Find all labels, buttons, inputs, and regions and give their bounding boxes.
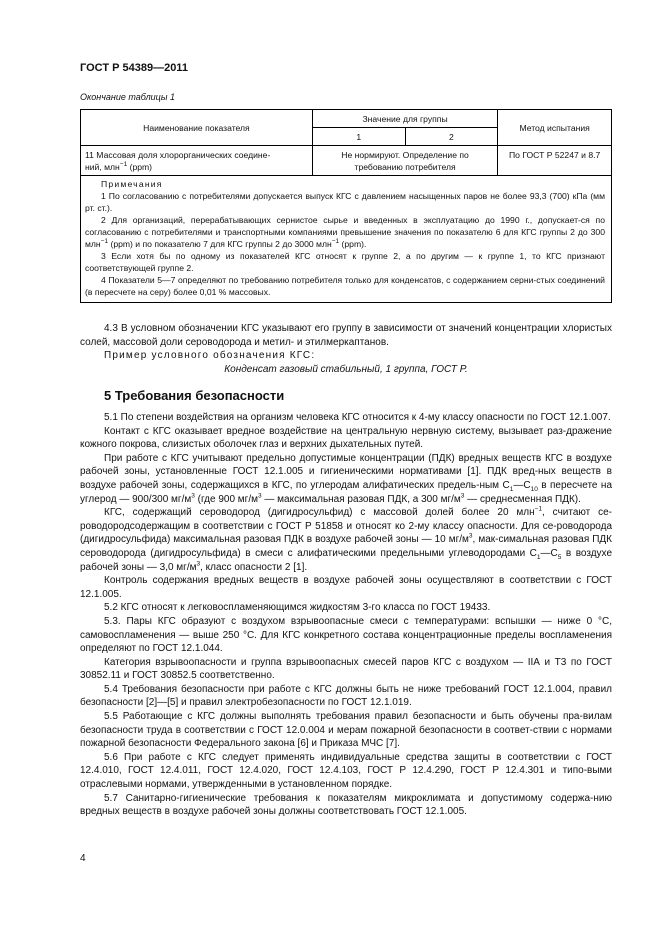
note-4: 4 Показатели 5—7 определяют по требованию потребителя только для конденсатов, с содержанием серни-стых соединений (в пересчете на серу) более 0,01 % массовых. — [85, 275, 605, 297]
para-h2s: КГС, содержащий сероводород (дигидросульфид) с массовой долей более 20 млн$^{-1}$, считают се-роводородсодержащим в соответствии с ГОСТ Р 51858 и относят ко 2-му классу опасности. Для се-роводорода (дигидросульфида) максимальная разовая ПДК в воздухе рабочей зоны — 10 $мг/м^3$, мак-симальная разовая ПДК сероводорода (дигидросульфида) в смеси с алифатическими предельными углеводородами $С_1—С_5$ в воздухе рабочей зоны — 3,0 $мг/м^3$, класс опасности 2 [1]. — [80, 505, 613, 573]
para-category: Категория взрывоопасности и группа взрывоопасных смесей паров КГС с воздухом — IIА и Т3 по ГОСТ 30852.11 и ГОСТ 30852.5 соответственно. — [80, 656, 612, 682]
section-5-title: 5 Требования безопасности — [104, 388, 285, 403]
para-pdk: При работе с КГС учитывают предельно допустимые концентрации (ПДК) вредных веществ КГС в воздухе рабочей зоны, установленные ГОСТ 12.1.005 и гигиеническими нормативами [1]. ПДК вред-ных веществ в воздухе рабочей зоны, содержащихся в КГС, по углеродам алифатических предель-ным $С_1—С_{10}$ в пересчете на углерод — 900/300 $мг/м^3$ (где 900 $мг/м^3$ — максимальная разовая ПДК, а 300 $мг/м^3$ — среднесменная ПДК). — [80, 452, 613, 505]
col-header-group: Значение для группы — [312, 110, 497, 128]
para-5-5: 5.5 Работающие с КГС должны выполнять требования правил безопасности и быть обучены пра-вилам безопасности труда в соответствии с ГОСТ 12.0.004 и мерам пожарной безопасности в соответ-ствии с нормами пожарной безопасности Федерального закона [6] и Приказа МЧС [7]. — [80, 711, 612, 750]
para-5-1: 5.1 По степени воздействия на организм человека КГС относится к 4-му классу опасности по ГОСТ 12.1.007. — [104, 412, 611, 423]
para-5-2: 5.2 КГС относят к легковоспламеняющимся жидкостям 3-го класса по ГОСТ 19433. — [104, 602, 491, 614]
section-5-body — [80, 411, 612, 819]
col-header-group-2: 2 — [405, 128, 498, 146]
example-text: Конденсат газовый стабильный, 1 группа, ГОСТ Р. — [224, 363, 468, 375]
document-header: ГОСТ Р 54389—2011 — [80, 62, 188, 74]
col-header-group-1: 1 — [312, 128, 405, 146]
note-1: 1 По согласованию с потребителями допускается выпуск КГС с давлением насыщенных паров не более 93,3 (700) кПа (мм рт. ст.). — [85, 191, 605, 213]
table-caption: Окончание таблицы 1 — [80, 92, 175, 102]
col-header-method: Метод испытания — [498, 110, 612, 146]
row-11-value: Не нормируют. Определение по требованию потребителя — [312, 146, 497, 176]
para-control: Контроль содержания вредных веществ в воздухе рабочей зоны осуществляют в соответствии с ГОСТ 12.1.005. — [80, 575, 612, 600]
row-11-method: По ГОСТ Р 52247 и 8.7 — [498, 146, 612, 176]
note-2: 2 Для организаций, перерабатывающих сернистое сырье и введенных в эксплуатацию до 1990 г., допускает-ся по согласованию с потребителями и транспортными компаниями превышение значения по показателю 6 для КГС группы 2 до 300 млн$^{-1}$ (ppm) и по показателю 7 для КГС группы 2 до 3000 млн$^{-1}$ (ppm). — [85, 215, 605, 249]
notes-title: Примечания — [101, 179, 163, 189]
page-number: 4 — [80, 853, 86, 864]
requirements-table — [80, 109, 612, 303]
table-notes — [81, 176, 612, 303]
note-3: 3 Если хотя бы по одному из показателей КГС относят к группе 2, а по другим — к группе 1, то КГС признают соответствующей группе 2. — [85, 251, 605, 273]
para-5-3: 5.3. Пары КГС образуют с воздухом взрывоопасные смеси с температурами: вспышки — ниже 0 °С, самовоспламенения — выше 250 °С. Для КГС конкретного состава концентрационные пределы воспламенения определяют по ГОСТ 12.1.044. — [80, 615, 612, 655]
para-contact: Контакт с КГС оказывает вредное воздействие на центральную нервную систему, вызывает раз-дражение кожного покрова, слизистых оболочек глаз и верхних дыхательных путей. — [80, 425, 612, 451]
section-4-3 — [80, 322, 612, 376]
col-header-name: Наименование показателя — [81, 110, 313, 146]
para-5-7: 5.7 Санитарно-гигиенические требования к показателям микроклимата и допустимому содержа-нию вредных веществ в воздухе рабочей зоны должны соответствовать ГОСТ 12.1.005. — [80, 792, 612, 818]
para-5-6: 5.6 При работе с КГС следует применять индивидуальные средства защиты в соответствии с ГОСТ 12.4.010, ГОСТ 12.4.011, ГОСТ 12.4.020, ГОСТ 12.4.103, ГОСТ Р 12.4.290, ГОСТ Р 12.4.301 и типо-выми отраслевыми нормами, утвержденными в установленном порядке. — [80, 751, 612, 791]
para-5-4: 5.4 Требования безопасности при работе с КГС должны быть не ниже требований ГОСТ 12.1.004, правил безопасности [2]—[5] и правил электробезопасности по ГОСТ 12.1.019. — [80, 683, 612, 709]
row-11-name: 11 Массовая доля хлорорганических соедине- ний, млн$^{-1}$ (ppm) — [81, 146, 313, 176]
para-4-3: 4.3 В условном обозначении КГС указывают его группу в зависимости от значений концентрации хлористых солей, массовой доли сероводорода и метил- и этилмеркаптанов. — [80, 323, 612, 348]
example-label: Пример условного обозначения КГС: — [104, 350, 316, 362]
